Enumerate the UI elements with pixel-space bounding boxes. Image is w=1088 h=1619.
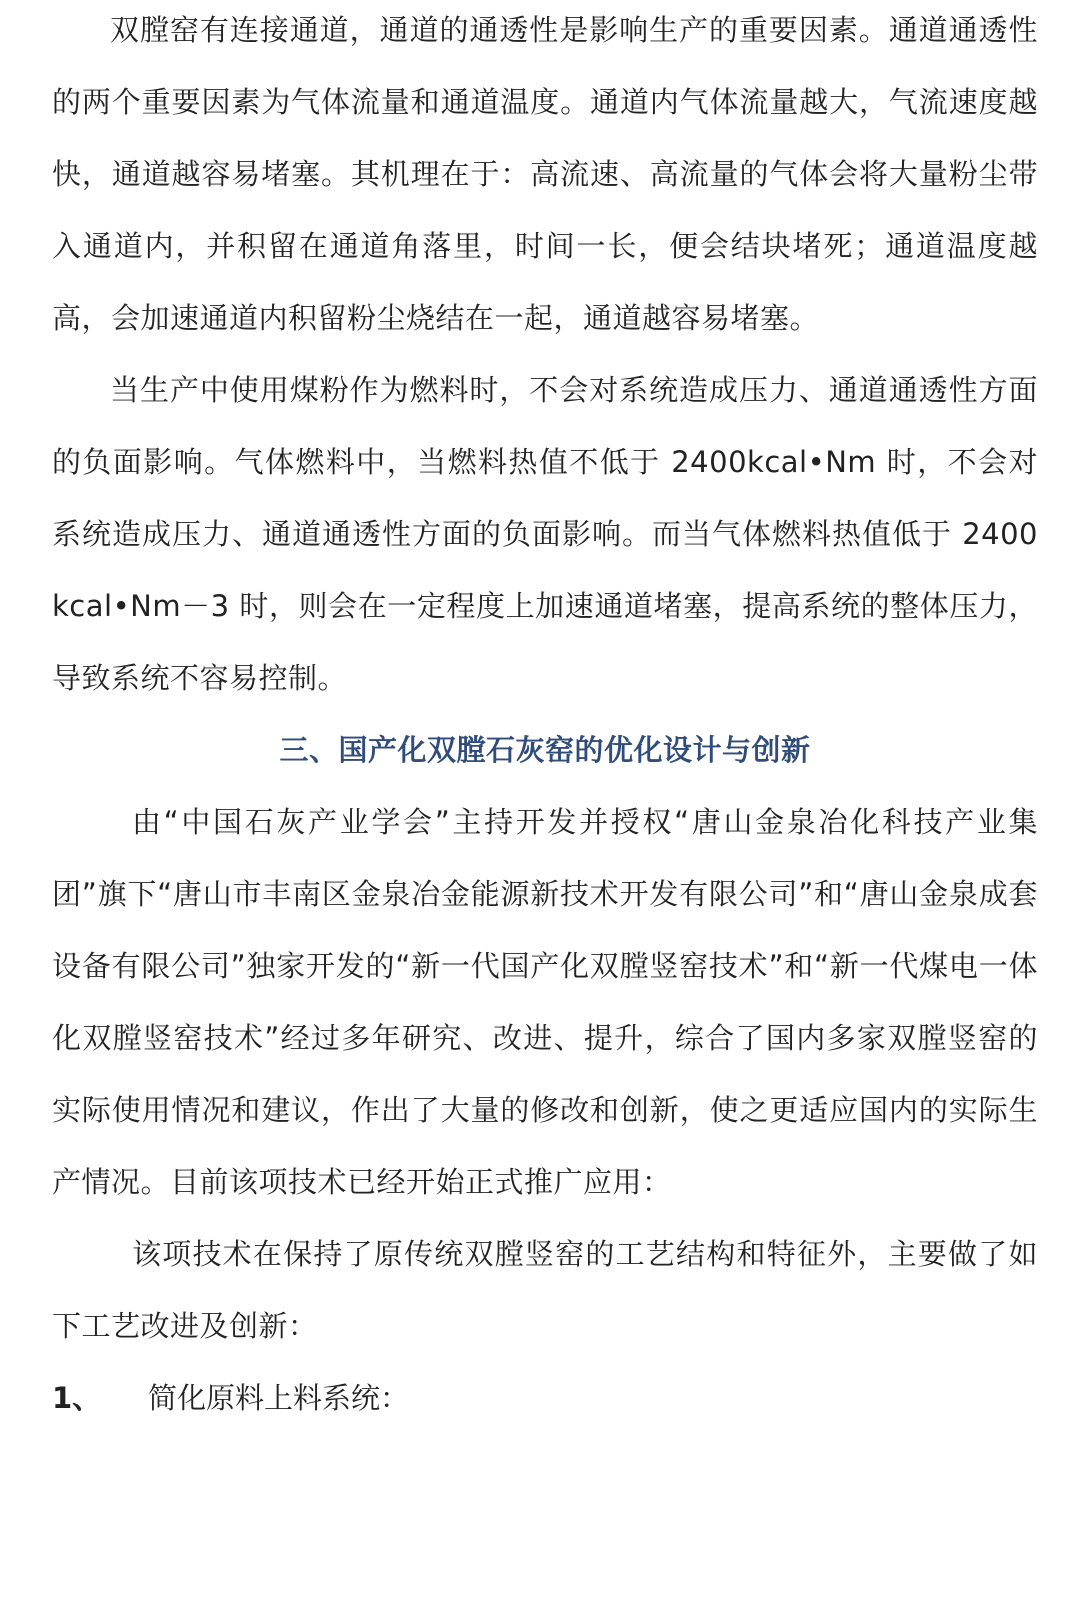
paragraph-fuel-impact: 当生产中使用煤粉作为燃料时，不会对系统造成压力、通道通透性方面的负面影响。气体燃料中，当燃料热值不低于 2400kcal•Nm 时，不会对系统造成压力、通道通透性方面的负面影响。而当气体燃料热值低于 2400kcal•Nm－3 时，则会在一定程度上加速通道堵塞，提高系统的整体压力，导致系统不容易控制。 — [52, 373, 1038, 695]
section-heading: 三、国产化双膛石灰窑的优化设计与创新 — [279, 733, 811, 767]
list-item-text: 简化原料上料系统： — [148, 1381, 410, 1415]
paragraph-improvements-intro: 该项技术在保持了原传统双膛竖窑的工艺结构和特征外，主要做了如下工艺改进及创新： — [52, 1237, 1038, 1343]
paragraph-channel-permeability: 双膛窑有连接通道，通道的通透性是影响生产的重要因素。通道通透性的两个重要因素为气体流量和通道温度。通道内气体流量越大，气流速度越快，通道越容易堵塞。其机理在于：高流速、高流量的气体会将大量粉尘带入通道内，并积留在通道角落里，时间一长，便会结块堵死；通道温度越高，会加速通道内积留粉尘烧结在一起，通道越容易堵塞。 — [52, 13, 1038, 335]
paragraph-technology-development: 由“中国石灰产业学会”主持开发并授权“唐山金泉冶化科技产业集团”旗下“唐山市丰南区金泉冶金能源新技术开发有限公司”和“唐山金泉成套设备有限公司”独家开发的“新一代国产化双膛竖窑技术”和“新一代煤电一体化双膛竖窑技术”经过多年研究、改进、提升，综合了国内多家双膛竖窑的实际使用情况和建议，作出了大量的修改和创新，使之更适应国内的实际生产情况。目前该项技术已经开始正式推广应用： — [52, 805, 1038, 1199]
list-item — [52, 1362, 1038, 1434]
list-item-number: 1、 — [52, 1381, 102, 1415]
